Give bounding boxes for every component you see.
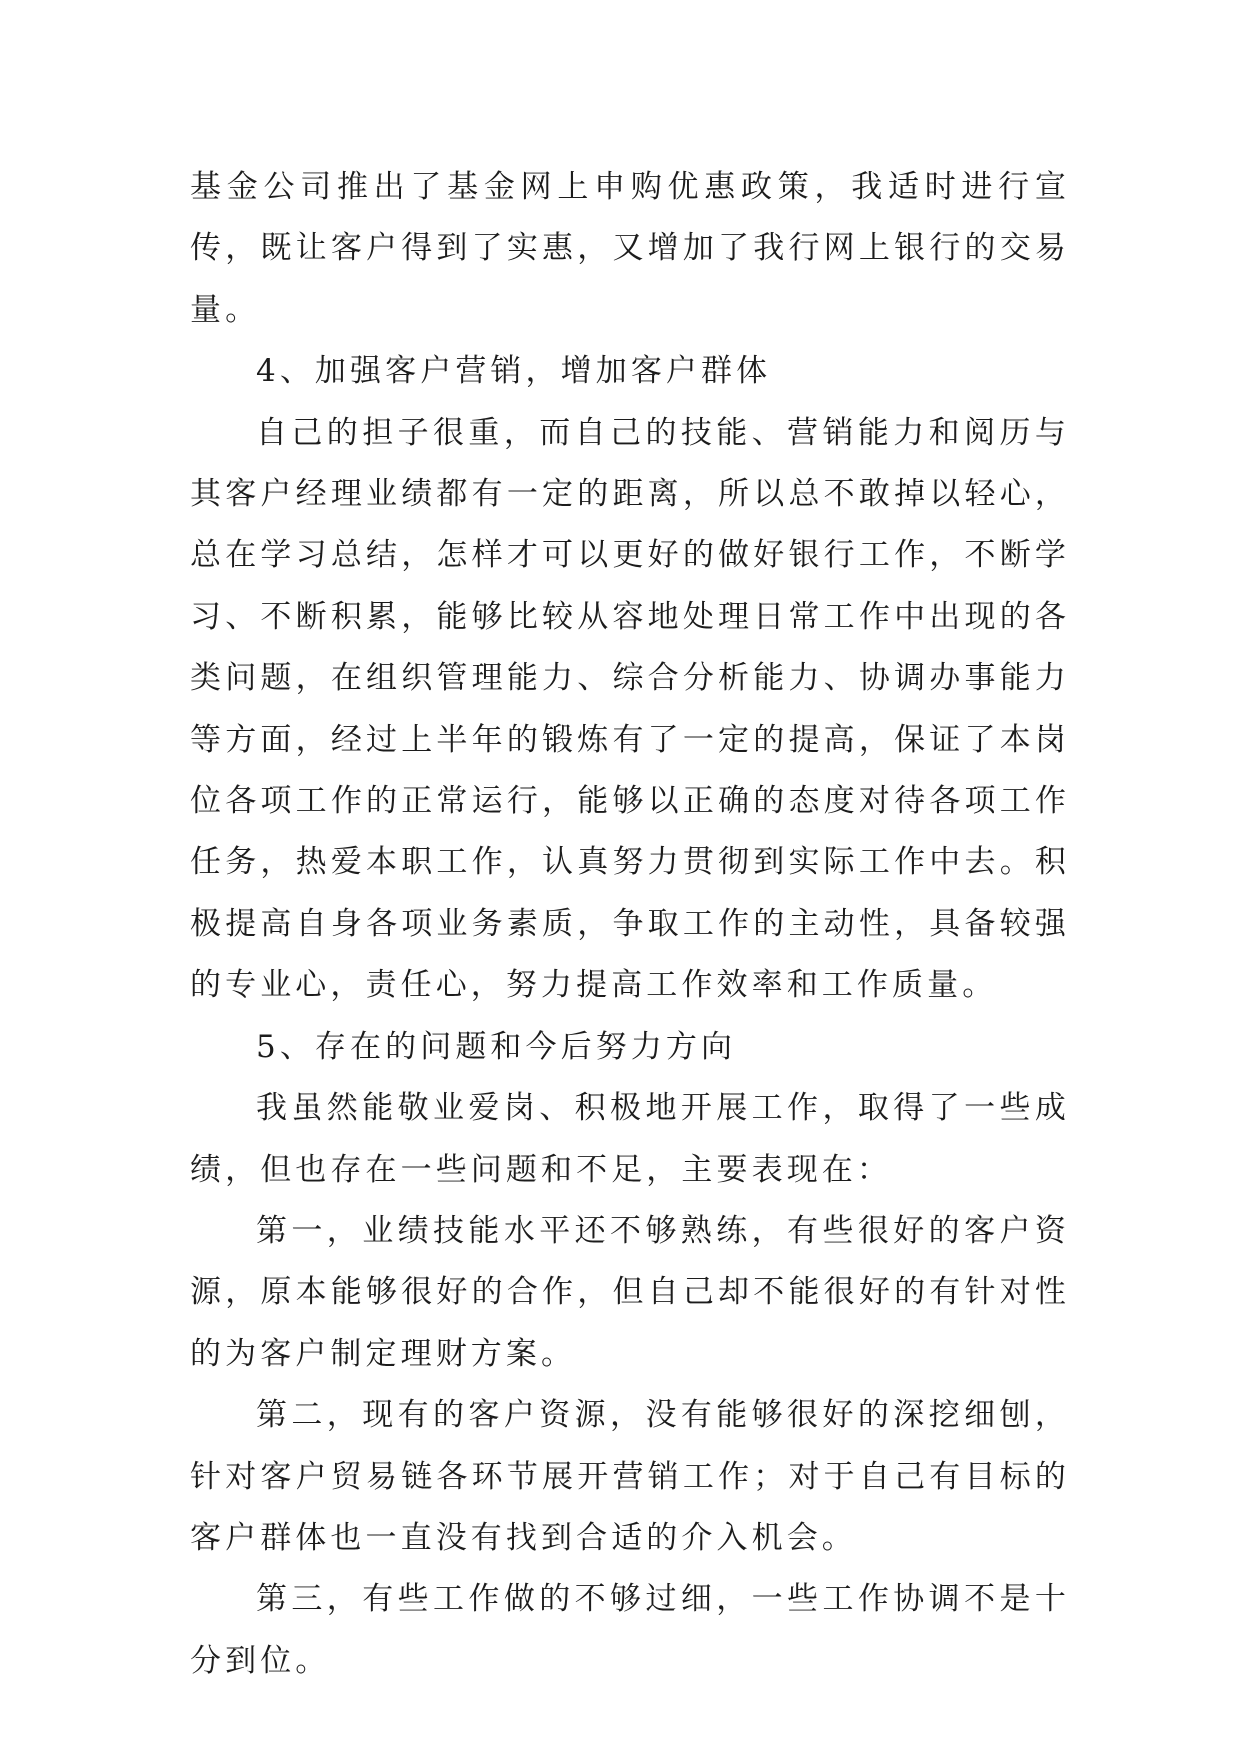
paragraph-6: 第三，有些工作做的不够过细，一些工作协调不是十分到位。 bbox=[190, 1581, 1070, 1679]
section-heading-4: 4、加强客户营销，增加客户群体 bbox=[256, 353, 772, 390]
paragraph-1: 基金公司推出了基金网上申购优惠政策，我适时进行宣传，既让客户得到了实惠，又增加了我行网上银行的交易量。 bbox=[190, 169, 1070, 328]
paragraph-5: 第二，现有的客户资源，没有能够很好的深挖细刨，针对客户贸易链各环节展开营销工作；对于自己有目标的客户群体也一直没有找到合适的介入机会。 bbox=[190, 1397, 1070, 1556]
paragraph-4: 第一，业绩技能水平还不够熟练，有些很好的客户资源，原本能够很好的合作，但自己却不能很好的有针对性的为客户制定理财方案。 bbox=[190, 1212, 1070, 1372]
document-body bbox=[190, 157, 1070, 1692]
paragraph-2: 自己的担子很重，而自己的技能、营销能力和阅历与其客户经理业绩都有一定的距离，所以总不敢掉以轻心，总在学习总结，怎样才可以更好的做好银行工作，不断学习、不断积累，能够比较从容地处理日常工作中出现的各类问题，在组织管理能力、综合分析能力、协调办事能力等方面，经过上半年的锻炼有了一定的提高，保证了本岗位各项工作的正常运行，能够以正确的态度对待各项工作任务，热爱本职工作，认真努力贯彻到实际工作中去。积极提高自身各项业务素质，争取工作的主动性，具备较强的专业心，责任心，努力提高工作效率和工作质量。 bbox=[190, 414, 1070, 1004]
section-heading-5: 5、存在的问题和今后努力方向 bbox=[256, 1028, 737, 1065]
paragraph-3: 我虽然能敬业爱岗、积极地开展工作，取得了一些成绩，但也存在一些问题和不足，主要表现在： bbox=[190, 1090, 1070, 1188]
